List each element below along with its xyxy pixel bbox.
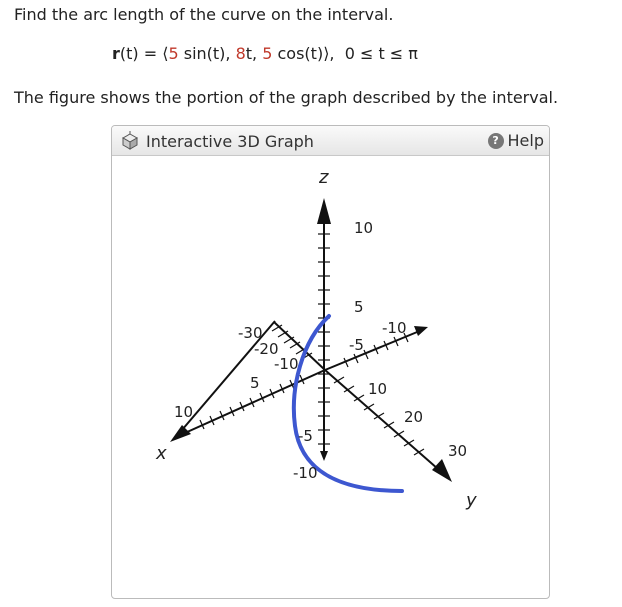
y-tick-30: 30: [448, 442, 468, 460]
graph-panel: [111, 125, 550, 599]
component-2: t,: [245, 44, 263, 63]
x-tick-neg30: -30: [238, 324, 263, 342]
question-prompt: Find the arc length of the curve on the interval.: [14, 5, 394, 24]
x-tick-5: 5: [250, 374, 260, 392]
z-axis-neg-arrow: [320, 451, 328, 461]
x-axis-label: x: [156, 443, 167, 464]
z-tick-neg5: -5: [298, 427, 313, 445]
r-symbol: r: [112, 44, 120, 63]
component-3: cos(t)⟩, 0 ≤ t ≤ π: [272, 44, 418, 63]
x-axis-arrow: [170, 425, 191, 442]
y-axis-back-arrow: [414, 326, 428, 336]
graph-3d[interactable]: [112, 126, 549, 598]
coef-3: 5: [262, 44, 273, 63]
y-axis-arrow: [432, 459, 452, 482]
coef-2: 8: [235, 44, 246, 63]
formula-lhs: (t) = ⟨: [119, 44, 169, 63]
coef-1: 5: [168, 44, 179, 63]
help-icon: ?: [488, 133, 504, 149]
z-tick-10: 10: [354, 219, 374, 237]
z-axis-label: z: [319, 168, 329, 189]
panel-title: Interactive 3D Graph: [146, 132, 314, 151]
z-tick-neg10: -10: [293, 464, 318, 482]
help-label: Help: [507, 131, 544, 150]
x-tick-neg20: -20: [254, 340, 279, 358]
y-tick-neg5: -5: [349, 336, 364, 354]
vector-function: [112, 44, 418, 63]
y-axis-back: [325, 330, 422, 370]
y-axis-label: y: [466, 490, 477, 511]
figure-caption: The figure shows the portion of the graph described by the interval.: [14, 88, 559, 107]
y-tick-neg10: -10: [382, 319, 407, 337]
z-axis-arrow: [317, 198, 331, 224]
z-tick-5: 5: [354, 298, 364, 316]
y-tick-20: 20: [404, 408, 424, 426]
x-tick-neg10: -10: [274, 355, 299, 373]
x-tick-10: 10: [174, 403, 194, 421]
y-tick-10: 10: [368, 380, 388, 398]
component-1: sin(t),: [178, 44, 236, 63]
